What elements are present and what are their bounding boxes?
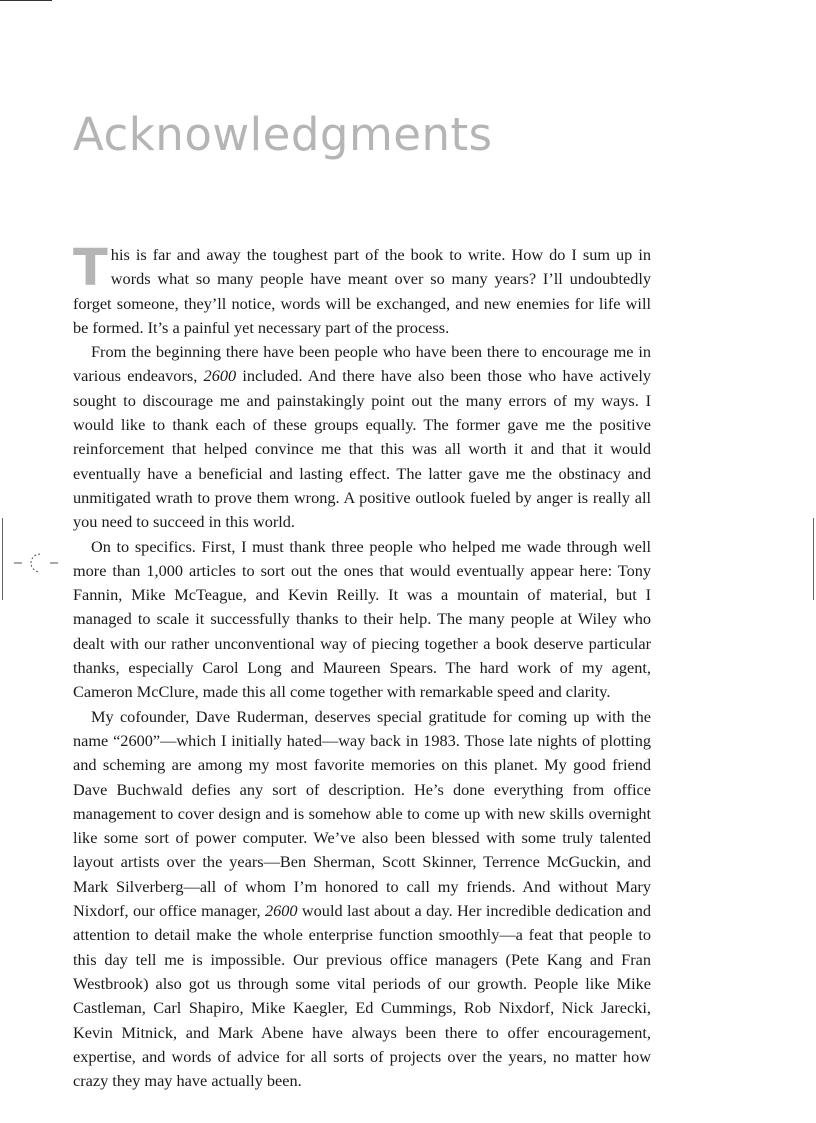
crop-line-right — [813, 518, 814, 600]
page-title: Acknowledgments — [73, 108, 493, 161]
magazine-name: 2600 — [203, 366, 237, 386]
acknowledgments-body — [73, 239, 651, 1093]
paragraph-1-text: his is far and away the toughest part of the book to write. How do I sum up in words what so many people have meant over so many years? I’ll undoubtedly forget someone, they’ll notice, words will be exchanged, and new enemies for life will be formed. It’s a painful yet necessary part of the process. — [73, 245, 651, 337]
paragraph-2-text-b: included. And there have also been those who have actively sought to discourage me and painstakingly point out the many errors of my ways. I would like to thank each of these groups equally. The former gave me the positive reinforcement that helped convince me that this was all worth it and that it would eventually have a beneficial and lasting effect. The latter gave me the obstinacy and unmitigated wrath to prove them wrong. A positive outlook fueled by anger is really all you need to succeed in this world. — [73, 366, 651, 532]
paragraph-2-text-a: From the beginning there have been people who have been there to encourage me in various endeavors, — [73, 342, 651, 386]
registration-mark-icon — [14, 550, 58, 576]
paragraph-4-text-a: My cofounder, Dave Ruderman, deserves special gratitude for coming up with the name “2600”—which I initially hated—way back in 1983. Those late nights of plotting and scheming are among my most favorite memories on this planet. My good friend Dave Buchwald defies any sort of description. He’s done everything from office management to cover design and is somehow able to come up with new skills overnight like some sort of power computer. We’ve also been blessed with some truly talented layout artists over the years—Ben Sherman, Scott Skinner, Terrence McGuckin, and Mark Silverberg—all of whom I’m honored to call my friends. And without Mary Nixdorf, our office manager, — [73, 706, 651, 921]
paragraph-1 — [73, 239, 651, 340]
paragraph-4-text-b: would last about a day. Her incredible dedication and attention to detail make the whole enterprise function smoothly—a feat that people to this day tell me is impossible. Our previous office managers (Pete Kang and Fran Westbrook) also got us through some vital periods of our growth. People like Mike Castleman, Carl Shapiro, Mike Kaegler, Ed Cummings, Rob Nixdorf, Nick Jarecki, Kevin Mitnick, and Mark Abene have always been there to offer encouragement, expertise, and words of advice for all sorts of projects over the years, no matter how crazy they may have actually been. — [73, 901, 651, 1091]
crop-mark-top — [0, 0, 52, 1]
crop-line-left — [2, 518, 3, 600]
magazine-name: 2600 — [264, 901, 298, 921]
paragraph-2 — [73, 340, 651, 534]
drop-cap: T — [73, 239, 108, 298]
paragraph-3: On to specifics. First, I must thank three people who helped me wade through well more than 1,000 articles to sort out the ones that would eventually appear here: Tony Fannin, Mike McTeague, and Kevin Reilly. It was a mountain of material, but I managed to scale it successfully thanks to their help. The many people at Wiley who dealt with our rather unconventional way of piecing together a book deserve particular thanks, especially Carol Long and Maureen Spears. The hard work of my agent, Cameron McClure, made this all come together with remarkable speed and clarity. — [73, 536, 651, 702]
paragraph-4 — [73, 705, 651, 1094]
